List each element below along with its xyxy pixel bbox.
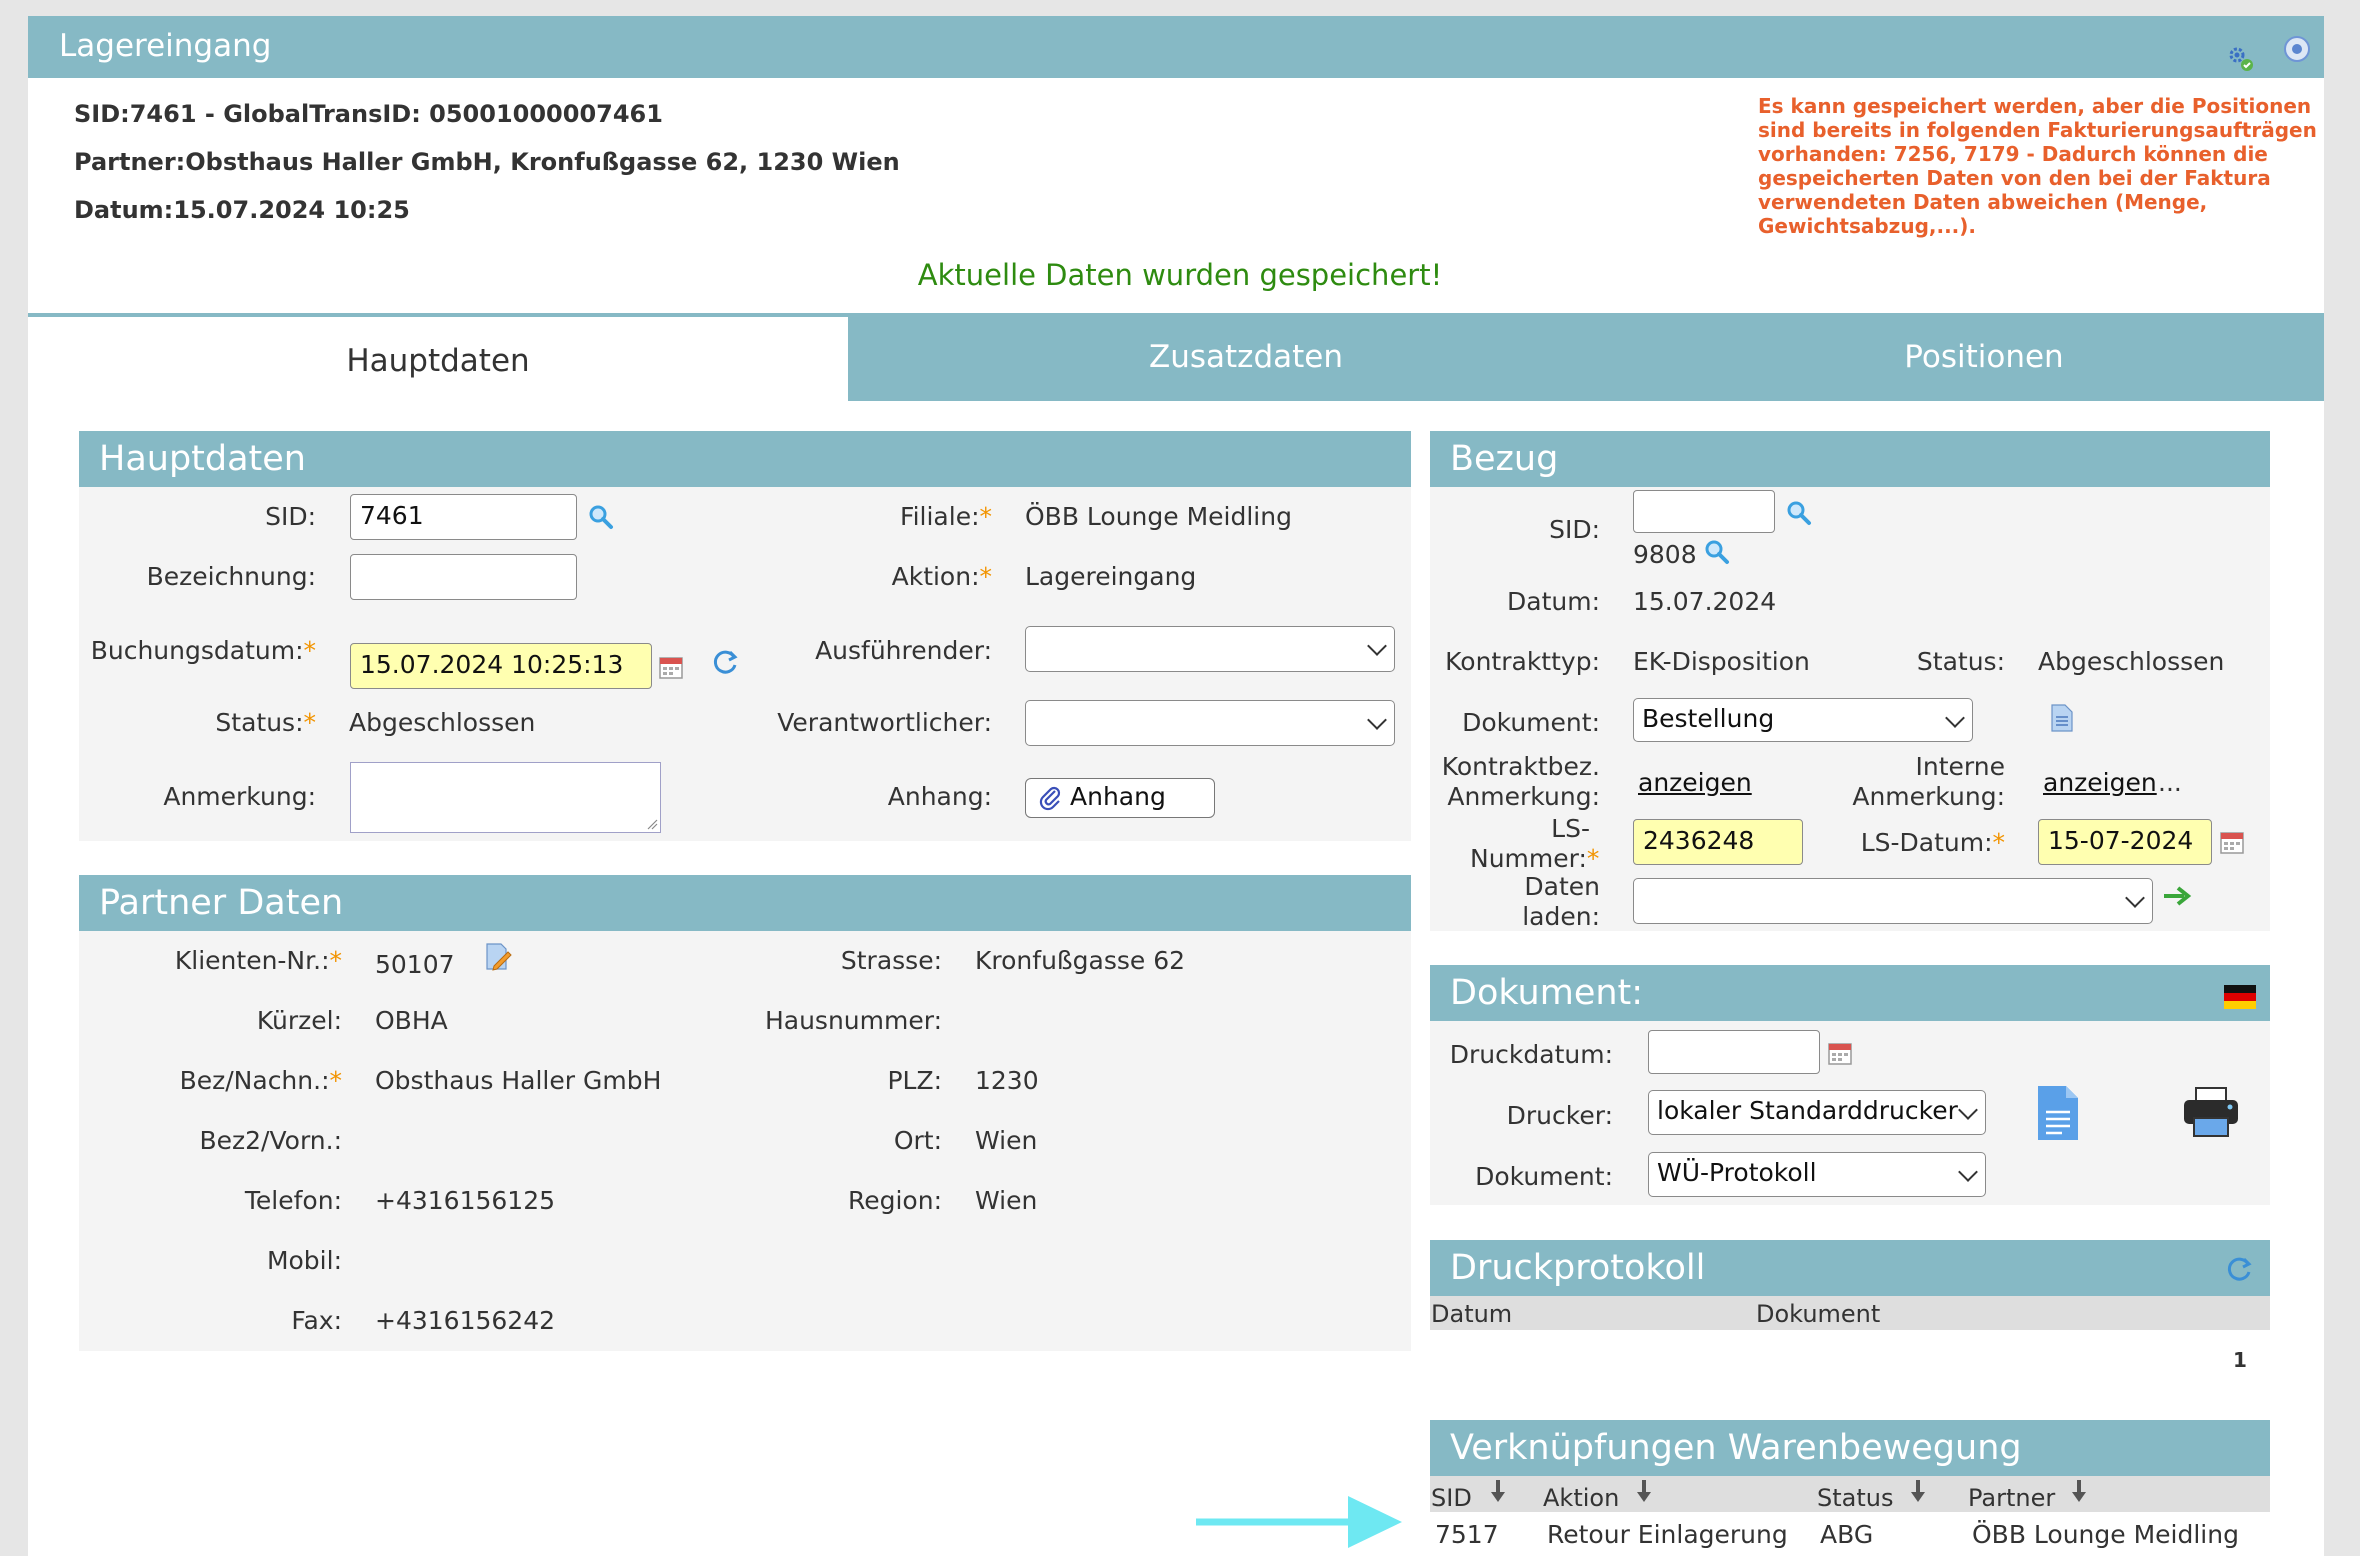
hd-filiale-label-text: Filiale: bbox=[900, 502, 980, 531]
bz-interne-link[interactable]: anzeigen bbox=[2043, 768, 2157, 797]
bz-status-label: Status: bbox=[1916, 647, 2005, 676]
vk-col-partner[interactable]: Partner bbox=[1968, 1484, 2056, 1512]
required-mark: * bbox=[329, 946, 342, 975]
hd-filiale-value: ÖBB Lounge Meidling bbox=[1025, 502, 1292, 531]
vk-row-aktion: Retour Einlagerung bbox=[1547, 1520, 1788, 1549]
paperclip-icon bbox=[1038, 785, 1064, 811]
dk-druckdatum-input[interactable] bbox=[1648, 1030, 1820, 1074]
dk-dokument-select[interactable] bbox=[1648, 1152, 1986, 1197]
refresh-icon[interactable] bbox=[710, 647, 740, 677]
anhang-button-label: Anhang bbox=[1070, 782, 1166, 811]
pd-klientennr-value: 50107 bbox=[375, 950, 455, 979]
pd-mobil-label: Mobil: bbox=[266, 1246, 342, 1275]
search-icon[interactable] bbox=[1786, 500, 1812, 526]
resize-handle-icon[interactable] bbox=[646, 818, 658, 830]
sort-down-icon[interactable] bbox=[2071, 1478, 2087, 1506]
calendar-icon[interactable] bbox=[658, 654, 684, 680]
hd-verantwortlicher-label: Verantwortlicher: bbox=[777, 708, 992, 737]
printer-icon[interactable] bbox=[2182, 1086, 2240, 1138]
pd-strasse-label: Strasse: bbox=[840, 946, 942, 975]
settings-icon[interactable] bbox=[2228, 46, 2254, 72]
pd-plz-value: 1230 bbox=[975, 1066, 1039, 1095]
pd-kuerzel-value: OBHA bbox=[375, 1006, 448, 1035]
dokument-panel-header bbox=[1430, 965, 2270, 1021]
pd-strasse-value: Kronfußgasse 62 bbox=[975, 946, 1186, 975]
document-icon[interactable] bbox=[2050, 703, 2074, 733]
hd-buchungsdatum-label bbox=[60, 636, 316, 665]
window-titlebar bbox=[28, 16, 2324, 78]
pd-ort-label: Ort: bbox=[893, 1126, 942, 1155]
bz-dokument-value: Bestellung bbox=[1642, 704, 1775, 733]
hd-status-label bbox=[100, 708, 316, 737]
bz-kontrakttyp-label: Kontrakttyp: bbox=[1445, 647, 1600, 676]
dk-druckdatum-label: Druckdatum: bbox=[1449, 1040, 1613, 1069]
hd-anmerkung-label: Anmerkung: bbox=[163, 782, 316, 811]
header-datum-line: Datum:15.07.2024 10:25 bbox=[74, 196, 410, 224]
bz-lsnummer-input[interactable]: 2436248 bbox=[1633, 819, 1803, 865]
vk-row-partner: ÖBB Lounge Meidling bbox=[1972, 1520, 2239, 1549]
bz-kontraktbez-link[interactable]: anzeigen bbox=[1638, 768, 1752, 797]
bezug-panel-title: Bezug bbox=[1450, 439, 1559, 479]
hd-ausfuehrender-select[interactable] bbox=[1025, 626, 1395, 672]
tab-bar bbox=[28, 313, 2324, 401]
search-icon[interactable] bbox=[1704, 539, 1730, 565]
search-icon[interactable] bbox=[588, 504, 614, 530]
saved-message: Aktuelle Daten wurden gespeichert! bbox=[917, 258, 1443, 292]
pd-bez-value: Obsthaus Haller GmbH bbox=[375, 1066, 662, 1095]
calendar-icon[interactable] bbox=[2219, 829, 2245, 855]
bz-lsdatum-label-text: LS-Datum: bbox=[1860, 828, 1993, 857]
header-partner-line: Partner:Obsthaus Haller GmbH, Kronfußgasse 62, 1230 Wien bbox=[74, 148, 900, 176]
tab-hauptdaten[interactable]: Hauptdaten bbox=[28, 317, 848, 401]
bz-kontrakttyp-value: EK-Disposition bbox=[1633, 647, 1810, 676]
hd-ausfuehrender-label: Ausführender: bbox=[815, 636, 992, 665]
help-icon[interactable] bbox=[2284, 36, 2310, 62]
dk-dokument-label: Dokument: bbox=[1475, 1162, 1613, 1191]
bezug-panel-header bbox=[1430, 431, 2270, 487]
partner-panel-header bbox=[79, 875, 1411, 931]
pd-hausnummer-label: Hausnummer: bbox=[764, 1006, 942, 1035]
sort-down-icon[interactable] bbox=[1490, 1478, 1506, 1506]
bz-sid-input[interactable] bbox=[1633, 490, 1775, 533]
bz-kontraktbez-label: Kontraktbez. Anmerkung: bbox=[1441, 752, 1600, 811]
bz-interne-label: Interne Anmerkung: bbox=[1852, 752, 2005, 811]
hd-status-value: Abgeschlossen bbox=[349, 708, 536, 737]
chevron-down-icon bbox=[1958, 1162, 1978, 1182]
tab-positionen[interactable]: Positionen bbox=[1904, 339, 2064, 375]
pd-region-label: Region: bbox=[847, 1186, 942, 1215]
bz-datum-label: Datum: bbox=[1507, 587, 1600, 616]
druckprotokoll-col-datum[interactable]: Datum bbox=[1431, 1300, 1513, 1328]
hd-aktion-label-text: Aktion: bbox=[891, 562, 980, 591]
arrow-right-icon[interactable] bbox=[2162, 885, 2192, 907]
vk-col-sid[interactable]: SID bbox=[1431, 1484, 1472, 1512]
document-icon[interactable] bbox=[2036, 1084, 2080, 1142]
druckprotokoll-panel-title: Druckprotokoll bbox=[1450, 1248, 1706, 1288]
bz-dokument-label: Dokument: bbox=[1462, 708, 1600, 737]
required-mark: * bbox=[979, 562, 992, 591]
hd-buchungsdatum-input[interactable]: 15.07.2024 10:25:13 bbox=[350, 643, 652, 689]
bz-lsdatum-input[interactable]: 15-07-2024 bbox=[2038, 819, 2212, 865]
chevron-down-icon bbox=[1958, 1100, 1978, 1120]
pd-bez-label-text: Bez/Nachn.: bbox=[179, 1066, 330, 1095]
bz-status-value: Abgeschlossen bbox=[2038, 647, 2225, 676]
hd-filiale-label bbox=[780, 502, 992, 531]
bz-interne-suffix: ... bbox=[2158, 768, 2182, 797]
hd-sid-input[interactable]: 7461 bbox=[350, 494, 577, 540]
pd-region-value: Wien bbox=[975, 1186, 1038, 1215]
dokument-panel-title: Dokument: bbox=[1450, 973, 1644, 1013]
vk-col-status[interactable]: Status bbox=[1817, 1484, 1894, 1512]
druckprotokoll-col-dokument[interactable]: Dokument bbox=[1756, 1300, 1881, 1328]
dk-drucker-value: lokaler Standarddrucker bbox=[1657, 1096, 1958, 1125]
verknuepfungen-panel-title: Verknüpfungen Warenbewegung bbox=[1450, 1428, 2022, 1468]
chevron-down-icon bbox=[2125, 888, 2145, 908]
vk-row-sid[interactable]: 7517 bbox=[1435, 1520, 1499, 1549]
hd-anmerkung-textarea[interactable] bbox=[350, 762, 661, 833]
pd-klientennr-label-text: Klienten-Nr.: bbox=[174, 946, 330, 975]
required-mark: * bbox=[303, 708, 316, 737]
dk-drucker-label: Drucker: bbox=[1506, 1101, 1613, 1130]
druckprotokoll-panel-header bbox=[1430, 1240, 2270, 1296]
hd-buchungsdatum-label-text: Buchungsdatum: bbox=[90, 636, 304, 665]
bz-sid-ref-value: 9808 bbox=[1633, 540, 1697, 569]
annotation-arrow-icon bbox=[1196, 1494, 1406, 1550]
hd-bezeichnung-input[interactable] bbox=[350, 554, 577, 600]
pd-bez-label bbox=[120, 1066, 342, 1095]
tab-zusatzdaten[interactable]: Zusatzdaten bbox=[1148, 339, 1343, 375]
hd-status-label-text: Status: bbox=[215, 708, 304, 737]
required-mark: * bbox=[303, 636, 316, 665]
pd-telefon-label: Telefon: bbox=[244, 1186, 342, 1215]
sort-down-icon[interactable] bbox=[1636, 1478, 1652, 1506]
vk-col-aktion[interactable]: Aktion bbox=[1543, 1484, 1620, 1512]
required-mark: * bbox=[329, 1066, 342, 1095]
bz-datum-value: 15.07.2024 bbox=[1633, 587, 1777, 616]
hd-aktion-value: Lagereingang bbox=[1025, 562, 1197, 591]
hauptdaten-panel-header bbox=[79, 431, 1411, 487]
bz-lsnummer-label-text: LS-Nummer: bbox=[1470, 814, 1590, 873]
hd-anhang-label: Anhang: bbox=[887, 782, 992, 811]
required-mark: * bbox=[979, 502, 992, 531]
druckprotokoll-page-number[interactable]: 1 bbox=[2233, 1348, 2247, 1372]
pd-fax-value: +4316156242 bbox=[375, 1306, 556, 1335]
pd-plz-label: PLZ: bbox=[887, 1066, 942, 1095]
warning-message: Es kann gespeichert werden, aber die Positionen sind bereits in folgenden Fakturierungsaufträgen vorhanden: 7256, 7179 - Dadurch können die gespeicherten Daten von den bei der Faktura verwendeten Daten abweichen (Menge, Gewichtsabzug,...). bbox=[1758, 94, 2317, 238]
header-sid-line: SID:7461 - GlobalTransID: 05001000007461 bbox=[74, 100, 663, 128]
chevron-down-icon bbox=[1367, 636, 1387, 656]
bz-sid-label: SID: bbox=[1549, 515, 1600, 544]
anhang-button[interactable] bbox=[1025, 778, 1215, 818]
pd-klientennr-label bbox=[120, 946, 342, 975]
pd-ort-value: Wien bbox=[975, 1126, 1038, 1155]
vk-row-status: ABG bbox=[1820, 1520, 1874, 1549]
calendar-icon[interactable] bbox=[1827, 1040, 1853, 1066]
pd-fax-label: Fax: bbox=[291, 1306, 342, 1335]
dk-drucker-select[interactable] bbox=[1648, 1090, 1986, 1135]
dk-dokument-value: WÜ-Protokoll bbox=[1657, 1158, 1817, 1187]
partner-panel-title: Partner Daten bbox=[99, 883, 344, 923]
required-mark: * bbox=[1992, 828, 2005, 857]
bz-lsnummer-label bbox=[1470, 814, 1600, 874]
flag-de-icon[interactable] bbox=[2224, 985, 2256, 1009]
bz-datenladen-label: Daten laden: bbox=[1522, 872, 1600, 931]
hd-sid-label: SID: bbox=[265, 502, 316, 531]
chevron-down-icon bbox=[1367, 710, 1387, 730]
hauptdaten-panel-title: Hauptdaten bbox=[99, 439, 306, 479]
chevron-down-icon bbox=[1945, 708, 1965, 728]
hd-bezeichnung-label: Bezeichnung: bbox=[146, 562, 316, 591]
window-title: Lagereingang bbox=[59, 28, 272, 64]
bz-lsdatum-label bbox=[1840, 828, 2005, 857]
hd-verantwortlicher-select[interactable] bbox=[1025, 700, 1395, 746]
sort-down-icon[interactable] bbox=[1910, 1478, 1926, 1506]
edit-icon[interactable] bbox=[484, 942, 512, 972]
bz-dokument-select[interactable] bbox=[1633, 698, 1973, 742]
bz-datenladen-select[interactable] bbox=[1633, 878, 2153, 924]
refresh-icon[interactable] bbox=[2224, 1254, 2254, 1284]
verknuepfungen-panel-header bbox=[1430, 1420, 2270, 1476]
hd-aktion-label bbox=[780, 562, 992, 591]
pd-kuerzel-label: Kürzel: bbox=[256, 1006, 342, 1035]
required-mark: * bbox=[1586, 844, 1600, 873]
pd-bez2-label: Bez2/Vorn.: bbox=[199, 1126, 342, 1155]
pd-telefon-value: +4316156125 bbox=[375, 1186, 556, 1215]
